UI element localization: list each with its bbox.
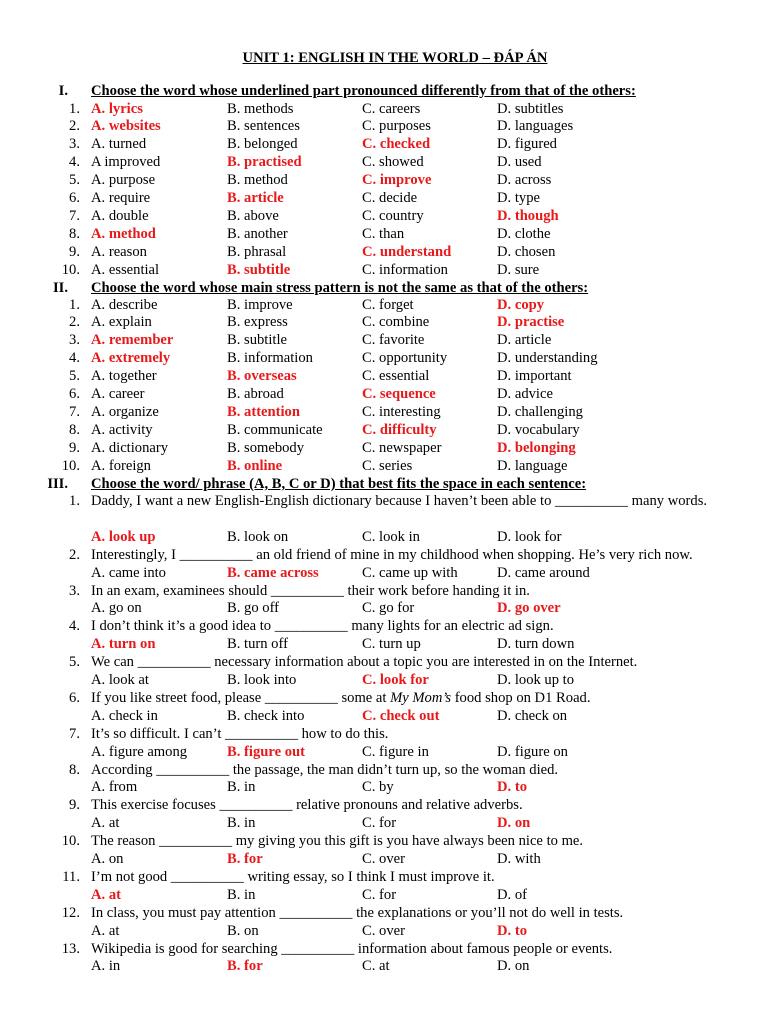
option-c-correct: C. look for bbox=[362, 672, 429, 688]
question-number: 7. bbox=[69, 207, 80, 224]
option-b: B. abroad bbox=[227, 386, 284, 402]
question-stem: I don’t think it’s a good idea to __________ many lights for an electric ad sign. bbox=[91, 618, 554, 635]
option-b-correct: B. figure out bbox=[227, 743, 305, 760]
option-d: D. used bbox=[497, 154, 542, 171]
option-a: A. double bbox=[91, 207, 149, 224]
option-b: B. belonged bbox=[227, 136, 298, 153]
option-d: D. subtitles bbox=[497, 100, 564, 117]
option-b: B. in bbox=[227, 779, 256, 796]
question-number: 8. bbox=[69, 225, 80, 242]
option-b: B. improve bbox=[227, 296, 293, 313]
option-a-correct: A. turn on bbox=[91, 636, 156, 653]
question-stem: I’m not good __________ writing essay, so I think I must improve it. bbox=[91, 868, 495, 885]
question-number: 6. bbox=[69, 689, 80, 706]
option-b: B. method bbox=[227, 172, 288, 189]
option-b: B. look into bbox=[227, 672, 297, 688]
option-c: C. turn up bbox=[362, 636, 421, 653]
option-c: C. by bbox=[362, 779, 394, 796]
option-b: B. turn off bbox=[227, 636, 288, 653]
option-c: C. for bbox=[362, 815, 397, 832]
option-c: C. combine bbox=[362, 314, 430, 331]
option-b-correct: B. online bbox=[227, 457, 283, 474]
question-number: 10. bbox=[61, 833, 80, 850]
option-b-correct: B. subtitle bbox=[227, 261, 291, 278]
option-a: A. require bbox=[91, 190, 151, 206]
option-c: C. interesting bbox=[362, 403, 441, 420]
option-c: C. forget bbox=[362, 296, 414, 313]
option-d: D. chosen bbox=[497, 243, 556, 260]
option-d: D. challenging bbox=[497, 403, 583, 420]
option-d: D. vocabulary bbox=[497, 421, 580, 438]
option-d: D. came around bbox=[497, 564, 590, 581]
option-c: C. country bbox=[362, 207, 424, 224]
option-c: C. for bbox=[362, 886, 397, 903]
option-d-correct: D. practise bbox=[497, 314, 565, 331]
option-d: D. type bbox=[497, 190, 540, 206]
question-number: 5. bbox=[69, 368, 80, 385]
option-a: A. organize bbox=[91, 403, 159, 420]
option-b: B. express bbox=[227, 314, 288, 331]
question-stem: In class, you must pay attention __________ the explanations or you’ll not do well in tests. bbox=[91, 904, 624, 921]
option-a: A. turned bbox=[91, 136, 147, 153]
option-d-correct: D. to bbox=[497, 779, 527, 796]
option-d-correct: D. belonging bbox=[497, 439, 576, 456]
question-number: 2. bbox=[69, 118, 80, 135]
option-c: C. purposes bbox=[362, 118, 431, 135]
option-b: B. above bbox=[227, 207, 279, 224]
option-a: A. explain bbox=[91, 314, 152, 331]
option-a-correct: A. remember bbox=[91, 332, 174, 349]
option-b-correct: B. for bbox=[227, 851, 263, 867]
option-a: A. go on bbox=[91, 600, 142, 617]
option-a: A. together bbox=[91, 368, 157, 385]
question-number: 3. bbox=[69, 136, 80, 153]
option-a-correct: A. extremely bbox=[91, 350, 171, 367]
option-d: D. turn down bbox=[497, 636, 575, 653]
option-c: C. showed bbox=[362, 154, 424, 171]
option-a-correct: A. look up bbox=[91, 528, 156, 545]
option-b: B. methods bbox=[227, 100, 294, 117]
question-number: 6. bbox=[69, 190, 80, 206]
option-c: C. at bbox=[362, 958, 390, 975]
option-b-correct: B. came across bbox=[227, 564, 319, 581]
option-c: C. newspaper bbox=[362, 439, 442, 456]
option-a: A. activity bbox=[91, 421, 153, 438]
option-d: D. article bbox=[497, 332, 552, 349]
section-instruction: Choose the word whose underlined part pronounced differently from that of the others: bbox=[91, 83, 636, 99]
option-c: C. favorite bbox=[362, 332, 425, 349]
question-stem: We can __________ necessary information about a topic you are interested in on the Internet. bbox=[91, 654, 638, 671]
option-a-correct: A. method bbox=[91, 225, 156, 242]
option-c-correct: C. check out bbox=[362, 707, 440, 724]
question-number: 5. bbox=[69, 654, 80, 671]
question-number: 4. bbox=[69, 618, 80, 635]
option-b-correct: B. article bbox=[227, 190, 284, 206]
question-number: 11. bbox=[62, 868, 80, 885]
option-c: C. decide bbox=[362, 190, 418, 206]
question-number: 9. bbox=[69, 797, 80, 814]
question-number: 9. bbox=[69, 439, 80, 456]
option-a: A. came into bbox=[91, 564, 166, 581]
option-d: D. on bbox=[497, 958, 530, 975]
option-d: D. understanding bbox=[497, 350, 598, 367]
question-stem: Wikipedia is good for searching __________ information about famous people or events. bbox=[91, 940, 613, 957]
option-b: B. communicate bbox=[227, 421, 323, 438]
option-c: C. essential bbox=[362, 368, 430, 385]
option-b-correct: B. attention bbox=[227, 403, 300, 420]
option-d: D. look up to bbox=[497, 672, 575, 688]
option-d: D. of bbox=[497, 886, 527, 903]
option-d-correct: D. copy bbox=[497, 296, 545, 313]
option-b: B. subtitle bbox=[227, 332, 287, 349]
question-number: 7. bbox=[69, 403, 80, 420]
section-roman: II. bbox=[52, 280, 68, 296]
option-b: B. look on bbox=[227, 528, 289, 545]
question-number: 3. bbox=[69, 582, 80, 599]
option-a: A. check in bbox=[91, 707, 158, 724]
option-b: B. go off bbox=[227, 600, 280, 617]
question-number: 10. bbox=[61, 261, 80, 278]
option-d-correct: D. though bbox=[497, 207, 559, 224]
option-a: A. in bbox=[91, 958, 121, 975]
option-a: A improved bbox=[91, 154, 161, 171]
option-c: C. careers bbox=[362, 100, 421, 117]
section-instruction: Choose the word/ phrase (A, B, C or D) that best fits the space in each sentence: bbox=[91, 476, 587, 492]
option-b: B. another bbox=[227, 225, 288, 242]
option-a: A. on bbox=[91, 851, 124, 867]
option-d: D. language bbox=[497, 457, 568, 474]
question-number: 3. bbox=[69, 332, 80, 349]
option-d-correct: D. on bbox=[497, 815, 531, 832]
option-d: D. across bbox=[497, 172, 552, 189]
option-c-correct: C. sequence bbox=[362, 386, 436, 402]
option-b-correct: B. overseas bbox=[227, 368, 297, 385]
question-number: 4. bbox=[69, 350, 80, 367]
option-b-correct: B. for bbox=[227, 958, 263, 975]
option-d: D. figure on bbox=[497, 743, 568, 760]
option-b: B. check into bbox=[227, 707, 305, 724]
option-c: C. information bbox=[362, 261, 448, 278]
option-c: C. go for bbox=[362, 600, 415, 617]
option-d: D. important bbox=[497, 368, 572, 385]
option-c: C. over bbox=[362, 922, 405, 939]
option-a: A. look at bbox=[91, 672, 149, 688]
option-b: B. in bbox=[227, 815, 256, 832]
question-stem: Daddy, I want a new English-English dictionary because I haven’t been able to __________ many words. bbox=[91, 493, 708, 509]
option-b: B. in bbox=[227, 886, 256, 903]
option-b: B. on bbox=[227, 922, 259, 939]
question-stem: The reason __________ my giving you this gift is you have always been nice to me. bbox=[91, 833, 584, 850]
option-a: A. at bbox=[91, 815, 120, 832]
option-a: A. describe bbox=[91, 296, 158, 313]
option-a: A. at bbox=[91, 922, 120, 939]
option-c-correct: C. understand bbox=[362, 243, 452, 260]
question-number: 1. bbox=[69, 296, 80, 313]
page-title: UNIT 1: ENGLISH IN THE WORLD – ĐÁP ÁN bbox=[242, 50, 548, 66]
option-c: C. than bbox=[362, 225, 405, 242]
option-c: C. series bbox=[362, 457, 413, 474]
section-roman: I. bbox=[58, 83, 68, 99]
option-d: D. sure bbox=[497, 261, 540, 278]
question-stem: If you like street food, please __________ some at My Mom’s food shop on D1 Road. bbox=[91, 689, 591, 706]
option-a: A. foreign bbox=[91, 457, 151, 474]
option-a: A. reason bbox=[91, 243, 147, 260]
section-instruction: Choose the word whose main stress pattern is not the same as that of the others: bbox=[91, 280, 589, 296]
option-b: B. phrasal bbox=[227, 243, 287, 260]
option-c: C. came up with bbox=[362, 564, 458, 581]
option-b: B. sentences bbox=[227, 118, 300, 135]
option-c-correct: C. difficulty bbox=[362, 421, 437, 438]
question-number: 2. bbox=[69, 546, 80, 563]
question-number: 7. bbox=[69, 725, 80, 742]
option-d: D. languages bbox=[497, 118, 574, 135]
option-b-correct: B. practised bbox=[227, 154, 302, 171]
option-c: C. opportunity bbox=[362, 350, 448, 367]
option-d-correct: D. go over bbox=[497, 600, 561, 617]
section-roman: III. bbox=[47, 476, 68, 492]
question-number: 8. bbox=[69, 421, 80, 438]
option-d: D. check on bbox=[497, 707, 568, 724]
option-d: D. figured bbox=[497, 136, 557, 153]
option-d-correct: D. to bbox=[497, 922, 527, 939]
option-c: C. over bbox=[362, 851, 405, 867]
question-stem: In an exam, examinees should __________ their work before handing it in. bbox=[91, 582, 530, 599]
question-number: 5. bbox=[69, 172, 80, 189]
option-a: A. figure among bbox=[91, 743, 188, 760]
option-b: B. somebody bbox=[227, 439, 305, 456]
option-a-correct: A. at bbox=[91, 886, 121, 903]
option-b: B. information bbox=[227, 350, 313, 367]
question-number: 4. bbox=[69, 154, 80, 171]
question-number: 9. bbox=[69, 243, 80, 260]
option-a-correct: A. lyrics bbox=[91, 100, 143, 117]
question-number: 12. bbox=[61, 904, 80, 921]
option-a: A. dictionary bbox=[91, 439, 169, 456]
question-number: 8. bbox=[69, 761, 80, 778]
question-stem: This exercise focuses __________ relative pronouns and relative adverbs. bbox=[91, 797, 523, 814]
option-c-correct: C. improve bbox=[362, 172, 432, 189]
option-a-correct: A. websites bbox=[91, 118, 161, 135]
option-a: A. purpose bbox=[91, 172, 156, 189]
question-number: 13. bbox=[61, 940, 80, 957]
option-d: D. advice bbox=[497, 386, 553, 402]
question-number: 1. bbox=[69, 100, 80, 117]
option-d: D. look for bbox=[497, 528, 562, 545]
question-number: 6. bbox=[69, 386, 80, 402]
option-c: C. look in bbox=[362, 528, 420, 545]
question-stem: Interestingly, I __________ an old friend of mine in my childhood when shopping. He’s very rich now. bbox=[91, 546, 693, 563]
option-d: D. clothe bbox=[497, 225, 551, 242]
option-d: D. with bbox=[497, 851, 541, 867]
option-c: C. figure in bbox=[362, 743, 429, 760]
question-stem: It’s so difficult. I can’t __________ how to do this. bbox=[91, 725, 389, 742]
option-a: A. career bbox=[91, 386, 145, 402]
option-a: A. from bbox=[91, 779, 138, 796]
question-number: 2. bbox=[69, 314, 80, 331]
question-number: 1. bbox=[69, 493, 80, 509]
question-stem: According __________ the passage, the man didn’t turn up, so the woman died. bbox=[91, 761, 559, 778]
option-a: A. essential bbox=[91, 261, 160, 278]
question-number: 10. bbox=[61, 457, 80, 474]
option-c-correct: C. checked bbox=[362, 136, 431, 153]
